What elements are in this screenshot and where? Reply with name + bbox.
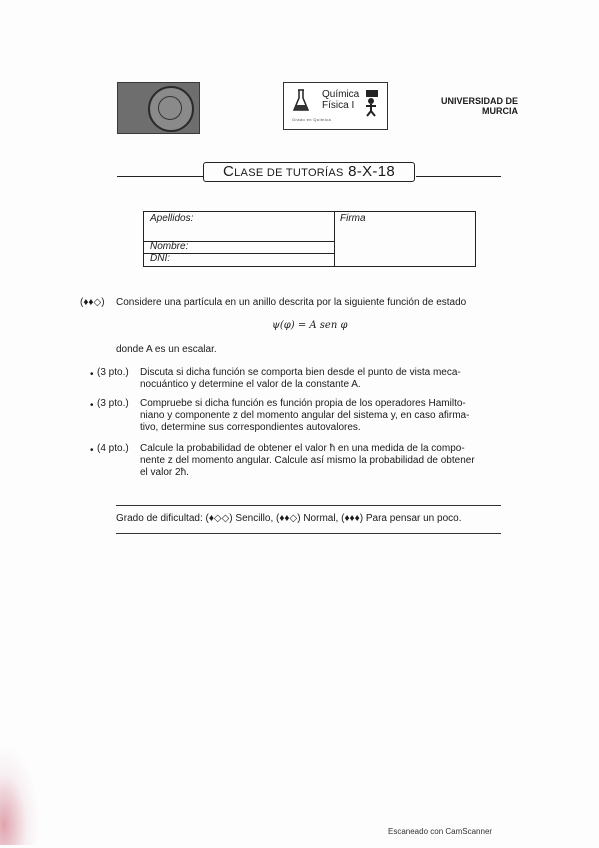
footer-rule-bottom bbox=[116, 533, 501, 534]
title-date: 8-X-18 bbox=[348, 163, 395, 180]
flask-icon bbox=[292, 89, 310, 113]
course-title-line1: Química bbox=[322, 89, 360, 100]
item-2-points: (3 pto.) bbox=[97, 398, 129, 409]
university-name-line2: MURCIA bbox=[482, 106, 518, 116]
dni-field[interactable]: DNI: bbox=[150, 253, 170, 264]
problem-statement: Considere una partícula en un anillo descrita por la siguiente función de estado bbox=[116, 297, 467, 308]
title-rule-left bbox=[117, 176, 203, 177]
footer-rule-top bbox=[116, 505, 501, 506]
course-title-line2: Física I bbox=[322, 100, 355, 111]
bullet-icon: • bbox=[90, 400, 94, 411]
item-3-points: (4 pto.) bbox=[97, 443, 129, 454]
scan-watermark: Escaneado con CamScanner bbox=[388, 827, 493, 836]
title-rule-right bbox=[416, 176, 501, 177]
item-3-text bbox=[140, 443, 502, 479]
title-first-letter: C bbox=[223, 163, 235, 180]
seal-inner-ring bbox=[158, 96, 182, 120]
course-subtitle: Grado en Química bbox=[292, 117, 332, 122]
state-function-equation: ψ(φ) = A sen φ bbox=[272, 320, 348, 331]
problem-difficulty: (♦♦◇) bbox=[80, 297, 105, 308]
item-3-line-2: nente z del momento angular. Calcule así mismo la probabilidad de obtener bbox=[140, 455, 475, 466]
university-name-line1: UNIVERSIDAD DE bbox=[440, 96, 518, 106]
title-text: LASE DE TUTORÍAS bbox=[234, 167, 344, 179]
item-2-line-2: niano y componente z del momento angular del sistema y, en caso afirma- bbox=[140, 410, 470, 421]
bullet-icon: • bbox=[90, 369, 94, 380]
item-1-points: (3 pto.) bbox=[97, 367, 129, 378]
item-3-line-1: Calcule la probabilidad de obtener el valor ħ en una medida de la compo- bbox=[140, 443, 465, 454]
course-title bbox=[322, 89, 359, 111]
university-seal-icon bbox=[148, 86, 194, 132]
firma-field[interactable]: Firma bbox=[340, 213, 366, 224]
course-logo bbox=[283, 82, 388, 130]
item-2-line-3: tivo, determine sus correspondientes autovalores. bbox=[140, 422, 361, 433]
form-divider-2 bbox=[144, 253, 334, 254]
item-1-line-2: nocuántico y determine el valor de la constante A. bbox=[140, 379, 361, 390]
scan-smudge bbox=[0, 745, 40, 845]
item-1-text bbox=[140, 367, 502, 391]
item-3-line-3: el valor 2ħ. bbox=[140, 467, 189, 478]
apellidos-field[interactable]: Apellidos: bbox=[150, 213, 194, 224]
bullet-icon: • bbox=[90, 445, 94, 456]
difficulty-legend: Grado de dificultad: (♦◇◇) Sencillo, (♦♦◇) Normal, (♦♦♦) Para pensar un poco. bbox=[116, 513, 462, 524]
item-2-line-1: Compruebe si dicha función es función propia de los operadores Hamilto- bbox=[140, 398, 466, 409]
nombre-field[interactable]: Nombre: bbox=[150, 241, 189, 252]
scientist-figure-icon bbox=[362, 89, 380, 117]
page-title bbox=[203, 162, 415, 182]
university-name bbox=[441, 96, 518, 116]
form-divider-vertical bbox=[334, 212, 335, 266]
student-info-form bbox=[143, 211, 476, 267]
problem-note: donde A es un escalar. bbox=[116, 344, 217, 355]
item-2-text bbox=[140, 398, 502, 434]
item-1-line-1: Discuta si dicha función se comporta bien desde el punto de vista meca- bbox=[140, 367, 461, 378]
